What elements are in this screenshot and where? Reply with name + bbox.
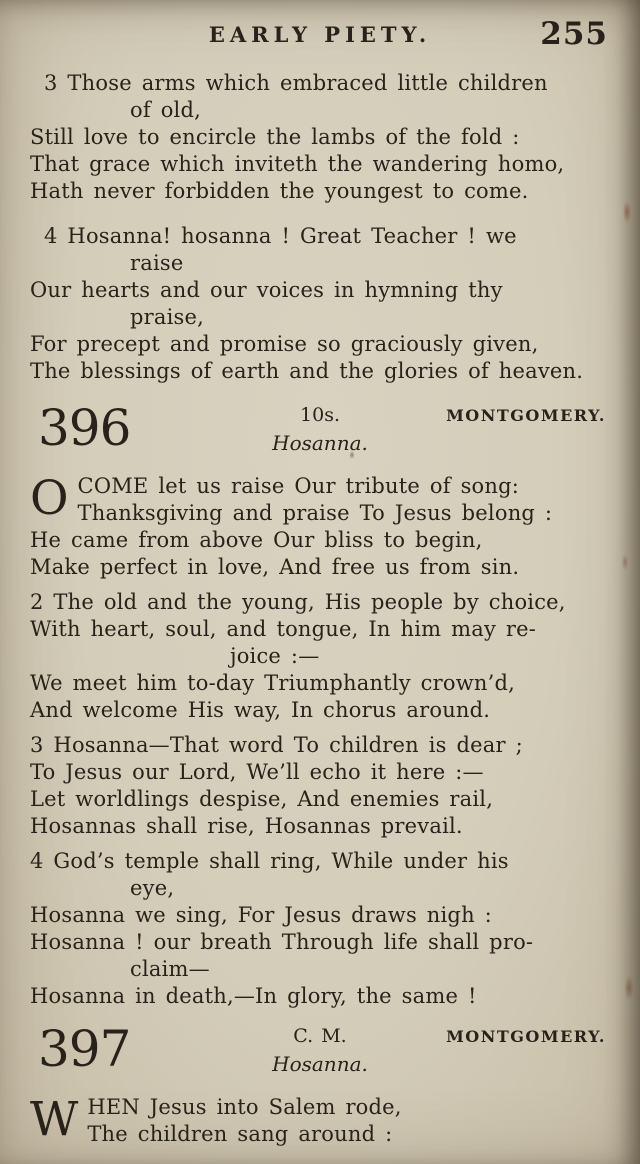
verse-line: Hosannas shall rise, Hosannas prevail.: [30, 814, 463, 838]
verse-line: raise: [130, 251, 184, 275]
verse-line: Hosanna in death,—In glory, the same !: [30, 984, 477, 1008]
verse-line: The blessings of earth and the glories of heaven.: [30, 359, 584, 383]
verse-line: Hosanna ! our breath Through life shall pro-: [30, 930, 534, 954]
verse-line: 3 Those arms which embraced little children: [44, 71, 548, 95]
verse-line: 4 Hosanna! hosanna ! Great Teacher ! we: [44, 224, 517, 248]
stanza-3: [30, 70, 610, 205]
hymn-396-heading: [30, 399, 610, 463]
verse-line: Hath never forbidden the youngest to come.: [30, 179, 529, 203]
verse-line: For precept and promise so graciously given,: [30, 332, 539, 356]
verse-line: And welcome His way, In chorus around.: [30, 698, 491, 722]
verse-line: Make perfect in love, And free us from sin.: [30, 555, 520, 579]
hymn-tune: Hosanna.: [272, 431, 368, 455]
hymn-author: MONTGOMERY.: [446, 406, 606, 425]
running-title: EARLY PIETY.: [208, 22, 432, 47]
verse-line: With heart, soul, and tongue, In him may re-: [30, 617, 537, 641]
verse-line: 4 God’s temple shall ring, While under his: [30, 849, 509, 873]
drop-cap: O: [30, 471, 69, 526]
hymn-397-heading: [30, 1020, 610, 1084]
hymn-396-stanza-2: [30, 589, 610, 724]
verse-line: The children sang around :: [87, 1122, 393, 1146]
hymn-author: MONTGOMERY.: [446, 1027, 606, 1046]
verse-line: We meet him to-day Triumphantly crown’d,: [30, 671, 516, 695]
drop-cap: W: [30, 1092, 79, 1147]
page-number: 255: [540, 16, 608, 52]
stanza-4: [30, 223, 610, 385]
verse-line: praise,: [130, 305, 204, 329]
verse-line: 3 Hosanna—That word To children is dear ;: [30, 733, 523, 757]
hymn-meter: C. M.: [293, 1025, 347, 1047]
verse-line: eye,: [130, 876, 175, 900]
verse-line: To Jesus our Lord, We’ll echo it here :—: [30, 760, 484, 784]
page-header: [30, 14, 610, 56]
verse-line: of old,: [130, 98, 201, 122]
hymn-number: 397: [38, 1020, 131, 1078]
hymn-tune: Hosanna.: [272, 1052, 368, 1076]
hymn-397-stanza-1: [30, 1094, 610, 1148]
verse-line: Let worldlings despise, And enemies rail,: [30, 787, 494, 811]
verse-line: COME let us raise Our tribute of song:: [77, 474, 520, 498]
verse-line: HEN Jesus into Salem rode,: [87, 1095, 402, 1119]
verse-line: Hosanna we sing, For Jesus draws nigh :: [30, 903, 492, 927]
hymn-396-stanza-4: [30, 848, 610, 1010]
verse-line: 2 The old and the young, His people by choice,: [30, 590, 566, 614]
verse-line: That grace which inviteth the wandering homo,: [30, 152, 565, 176]
verse-line: Thanksgiving and praise To Jesus belong :: [77, 501, 553, 525]
verse-line: He came from above Our bliss to begin,: [30, 528, 483, 552]
hymn-396-stanza-3: [30, 732, 610, 840]
verse-line: Still love to encircle the lambs of the fold :: [30, 125, 520, 149]
verse-line: Our hearts and our voices in hymning thy: [30, 278, 503, 302]
hymn-number: 396: [38, 399, 131, 457]
hymn-396-stanza-1: [30, 473, 610, 581]
verse-line: joice :—: [230, 644, 320, 668]
hymn-meter: 10s.: [300, 404, 340, 426]
verse-line: claim—: [130, 957, 210, 981]
